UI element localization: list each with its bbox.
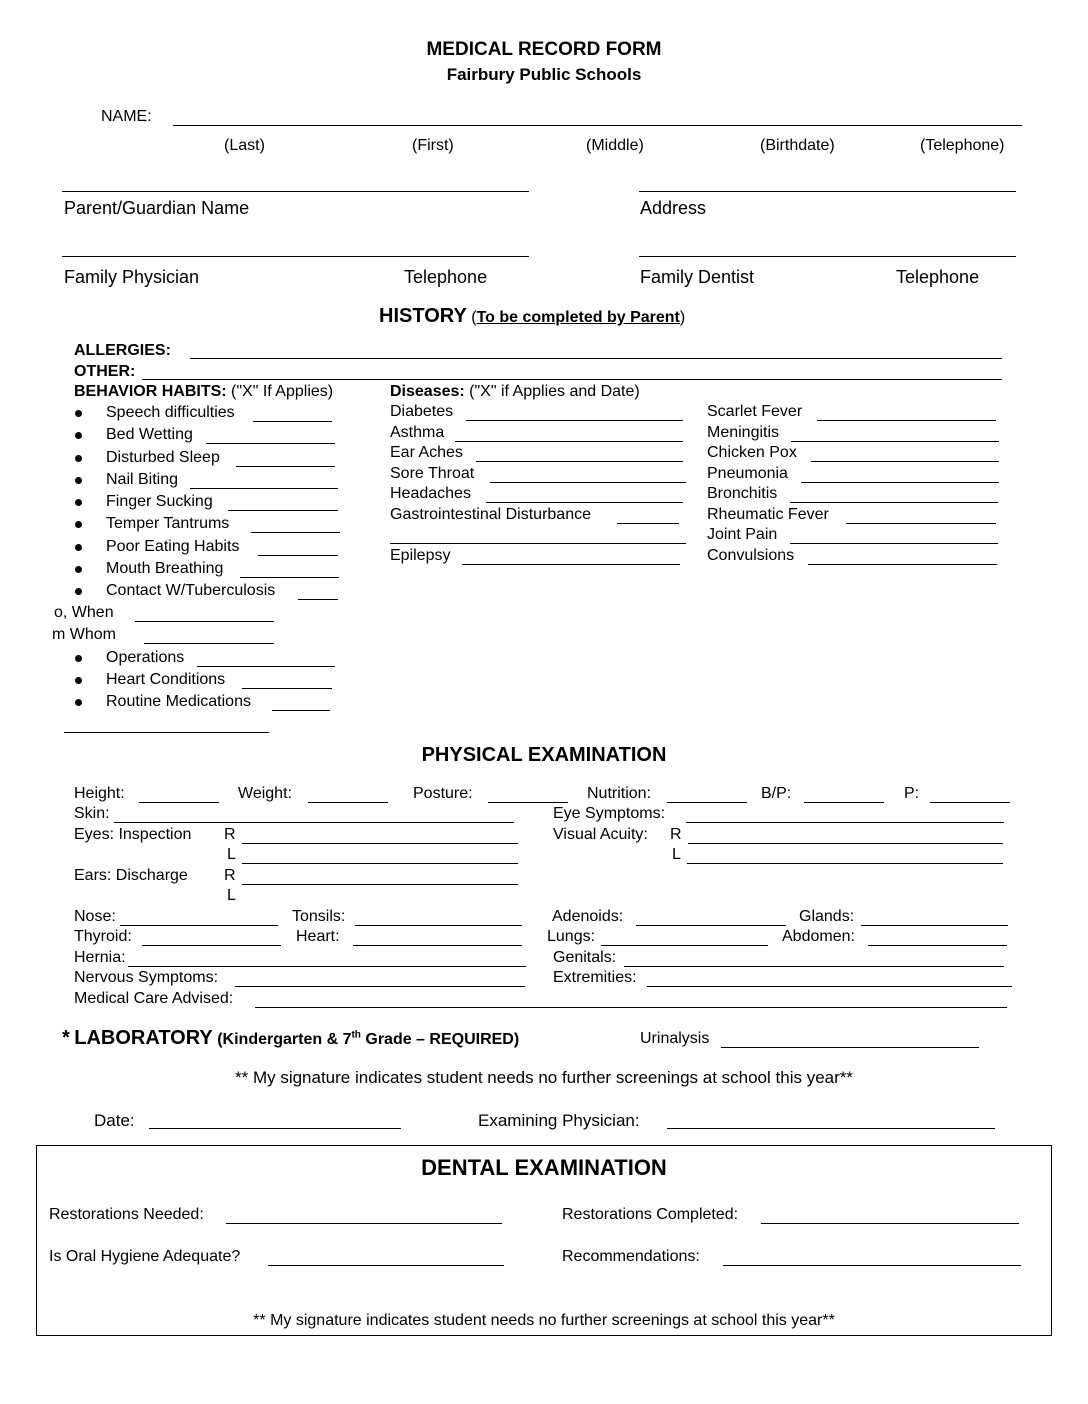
tb-whom-field[interactable]: [144, 643, 274, 644]
behavior-field-temper-tantrums[interactable]: [251, 532, 340, 533]
eyes-left-label: L: [227, 846, 236, 863]
ears-right-label: R: [224, 867, 236, 884]
pulse-label: P:: [904, 785, 920, 802]
laboratory-note: (Kindergarten & 7: [217, 1031, 352, 1048]
restorations-needed-label: Restorations Needed:: [49, 1206, 204, 1223]
bullet-icon: [75, 566, 82, 573]
nervous-symptoms-field[interactable]: [235, 986, 525, 987]
abdomen-label: Abdomen:: [782, 928, 855, 945]
visual-left-field[interactable]: [687, 863, 1003, 864]
tb-when-label: o, When: [54, 604, 114, 621]
dental-title: DENTAL EXAMINATION: [421, 1155, 667, 1180]
genitals-label: Genitals:: [553, 949, 617, 966]
eye-symptoms-field[interactable]: [686, 822, 1004, 823]
examining-physician-label: Examining Physician:: [478, 1111, 640, 1130]
disease-scarlet-fever: Scarlet Fever: [707, 403, 803, 420]
disease-diabetes: Diabetes: [390, 403, 454, 420]
laboratory-asterisk: *: [62, 1027, 70, 1049]
date-label: Date:: [94, 1111, 135, 1130]
tb-whom-label: m Whom: [52, 626, 116, 643]
behavior-item-bed-wetting: Bed Wetting: [106, 426, 193, 443]
date-field[interactable]: [149, 1128, 401, 1129]
heart-label: Heart:: [296, 928, 340, 945]
allergies-label: ALLERGIES:: [74, 342, 171, 359]
lungs-label: Lungs:: [547, 928, 596, 945]
family-dentist-field[interactable]: [639, 256, 1016, 257]
name-field[interactable]: [173, 125, 1022, 126]
disease-chicken-pox: Chicken Pox: [707, 444, 797, 461]
nose-field[interactable]: [120, 925, 278, 926]
bullet-icon: [75, 410, 82, 417]
physician-telephone-label: Telephone: [404, 267, 488, 287]
dental-signature-note: ** My signature indicates student needs no further screenings at school this year**: [253, 1312, 835, 1329]
other-label: OTHER:: [74, 363, 136, 380]
behavior-field-bed-wetting[interactable]: [206, 443, 335, 444]
disease-field-epilepsy[interactable]: [462, 564, 680, 565]
medical-care-field[interactable]: [255, 1007, 1007, 1008]
thyroid-field[interactable]: [142, 945, 281, 946]
behavior-item-routine-medications: Routine Medications: [106, 693, 251, 710]
eyes-right-field[interactable]: [242, 843, 518, 844]
bullet-icon: [75, 655, 82, 662]
other-field[interactable]: [142, 379, 1002, 380]
physical-exam-title: PHYSICAL EXAMINATION: [421, 744, 667, 766]
restorations-completed-label: Restorations Completed:: [562, 1206, 739, 1223]
bullet-icon: [75, 432, 82, 439]
behavior-field-mouth-breathing[interactable]: [240, 577, 339, 578]
ears-discharge-label: Ears: Discharge: [74, 867, 188, 884]
behavior-item-poor-eating: Poor Eating Habits: [106, 538, 240, 555]
eye-symptoms-label: Eye Symptoms:: [553, 805, 666, 822]
disease-bronchitis: Bronchitis: [707, 485, 778, 502]
visual-right-field[interactable]: [688, 843, 1003, 844]
behavior-item-tuberculosis: Contact W/Tuberculosis: [106, 582, 276, 599]
disease-field-joint-pain[interactable]: [790, 543, 998, 544]
name-telephone-label: (Telephone): [920, 137, 1005, 154]
disease-field-blank[interactable]: [390, 543, 686, 544]
tonsils-field[interactable]: [355, 925, 522, 926]
lungs-field[interactable]: [601, 945, 768, 946]
nervous-symptoms-label: Nervous Symptoms:: [74, 969, 219, 986]
disease-ear-aches: Ear Aches: [390, 444, 463, 461]
extremities-label: Extremities:: [553, 969, 637, 986]
behavior-field-operations[interactable]: [197, 666, 335, 667]
pulse-field[interactable]: [930, 802, 1010, 803]
hernia-label: Hernia:: [74, 949, 126, 966]
nutrition-field[interactable]: [667, 802, 747, 803]
behavior-heading-label: BEHAVIOR HABITS:: [74, 383, 227, 400]
diseases-heading-label: Diseases:: [390, 383, 465, 400]
thyroid-label: Thyroid:: [74, 928, 132, 945]
history-title: HISTORY: [379, 305, 467, 327]
disease-field-sore-throat[interactable]: [490, 482, 686, 483]
eyes-right-label: R: [224, 826, 236, 843]
behavior-item-operations: Operations: [106, 649, 185, 666]
laboratory-title: LABORATORY: [74, 1027, 213, 1049]
behavior-item-temper-tantrums: Temper Tantrums: [106, 515, 230, 532]
oral-hygiene-field[interactable]: [268, 1265, 504, 1266]
disease-meningitis: Meningitis: [707, 424, 780, 441]
height-field[interactable]: [139, 802, 219, 803]
behavior-field-tuberculosis[interactable]: [298, 599, 338, 600]
name-label: NAME:: [101, 108, 152, 125]
recommendations-field[interactable]: [723, 1265, 1021, 1266]
behavior-field-poor-eating[interactable]: [258, 555, 338, 556]
medications-extra-field[interactable]: [64, 732, 269, 733]
eyes-inspection-label: Eyes: Inspection: [74, 826, 192, 843]
ears-left-label: L: [227, 887, 236, 904]
adenoids-field[interactable]: [636, 925, 786, 926]
disease-gastrointestinal: Gastrointestinal Disturbance: [390, 506, 591, 523]
behavior-item-finger-sucking: Finger Sucking: [106, 493, 213, 510]
bullet-icon: [75, 455, 82, 462]
visual-right-label: R: [670, 826, 682, 843]
history-heading: HISTORY (To be completed by Parent): [379, 305, 686, 327]
form-subtitle: Fairbury Public Schools: [446, 65, 642, 84]
dentist-telephone-label: Telephone: [896, 267, 980, 287]
examining-physician-field[interactable]: [667, 1128, 995, 1129]
glands-label: Glands:: [799, 908, 855, 925]
disease-sore-throat: Sore Throat: [390, 465, 475, 482]
nose-label: Nose:: [74, 908, 116, 925]
disease-field-scarlet-fever[interactable]: [817, 420, 996, 421]
oral-hygiene-label: Is Oral Hygiene Adequate?: [49, 1248, 241, 1265]
tb-when-field[interactable]: [135, 621, 274, 622]
disease-field-bronchitis[interactable]: [790, 502, 998, 503]
behavior-item-speech: Speech difficulties: [106, 404, 235, 421]
laboratory-note-end: Grade – REQUIRED): [360, 1031, 520, 1048]
bullet-icon: [75, 544, 82, 551]
tonsils-label: Tonsils:: [292, 908, 346, 925]
bullet-icon: [75, 588, 82, 595]
abdomen-field[interactable]: [868, 945, 1007, 946]
behavior-field-routine-medications[interactable]: [272, 710, 330, 711]
extremities-field[interactable]: [647, 986, 1012, 987]
disease-joint-pain: Joint Pain: [707, 526, 778, 543]
disease-field-headaches[interactable]: [486, 502, 683, 503]
behavior-field-finger-sucking[interactable]: [228, 510, 338, 511]
skin-label: Skin:: [74, 805, 110, 822]
eyes-left-field[interactable]: [242, 863, 518, 864]
bullet-icon: [75, 699, 82, 706]
visual-left-label: L: [672, 846, 681, 863]
bullet-icon: [75, 477, 82, 484]
ears-right-field[interactable]: [242, 884, 518, 885]
disease-asthma: Asthma: [390, 424, 445, 441]
parent-guardian-label: Parent/Guardian Name: [64, 198, 250, 218]
name-last-label: (Last): [224, 137, 265, 154]
laboratory-heading: [62, 1028, 519, 1048]
bullet-icon: [75, 521, 82, 528]
urinalysis-field[interactable]: [721, 1047, 979, 1048]
disease-rheumatic-fever: Rheumatic Fever: [707, 506, 829, 523]
laboratory-note-sup: th: [351, 1029, 361, 1041]
behavior-item-disturbed-sleep: Disturbed Sleep: [106, 449, 220, 466]
signature-note: ** My signature indicates student needs no further screenings at school this year**: [234, 1068, 853, 1087]
genitals-field[interactable]: [624, 966, 1004, 967]
family-dentist-label: Family Dentist: [640, 267, 755, 287]
nutrition-label: Nutrition:: [587, 785, 652, 802]
behavior-item-mouth-breathing: Mouth Breathing: [106, 560, 224, 577]
form-title: MEDICAL RECORD FORM: [426, 39, 662, 60]
address-field[interactable]: [639, 191, 1016, 192]
name-middle-label: (Middle): [586, 137, 644, 154]
posture-field[interactable]: [488, 802, 568, 803]
allergies-field[interactable]: [190, 358, 1002, 359]
disease-epilepsy: Epilepsy: [390, 547, 451, 564]
diseases-heading: [390, 384, 640, 400]
adenoids-label: Adenoids:: [552, 908, 624, 925]
history-note: To be completed by Parent: [476, 309, 680, 326]
behavior-field-heart-conditions[interactable]: [242, 688, 332, 689]
posture-label: Posture:: [413, 785, 473, 802]
diseases-heading-note: ("X" if Applies and Date): [469, 383, 640, 400]
disease-field-asthma[interactable]: [455, 441, 683, 442]
name-first-label: (First): [412, 137, 454, 154]
behavior-heading-note: ("X" If Applies): [231, 383, 334, 400]
disease-field-diabetes[interactable]: [466, 420, 683, 421]
recommendations-label: Recommendations:: [562, 1248, 700, 1265]
family-physician-label: Family Physician: [64, 267, 200, 287]
disease-convulsions: Convulsions: [707, 547, 795, 564]
behavior-field-disturbed-sleep[interactable]: [236, 466, 335, 467]
medical-care-label: Medical Care Advised:: [74, 990, 234, 1007]
family-physician-field[interactable]: [62, 256, 529, 257]
disease-headaches: Headaches: [390, 485, 471, 502]
behavior-item-heart-conditions: Heart Conditions: [106, 671, 226, 688]
parent-guardian-field[interactable]: [62, 191, 529, 192]
visual-acuity-label: Visual Acuity:: [553, 826, 648, 843]
behavior-field-nail-biting[interactable]: [190, 488, 338, 489]
behavior-item-nail-biting: Nail Biting: [106, 471, 179, 488]
restorations-needed-field[interactable]: [226, 1223, 502, 1224]
skin-field[interactable]: [114, 822, 514, 823]
disease-field-chicken-pox[interactable]: [811, 461, 999, 462]
heart-field[interactable]: [353, 945, 522, 946]
bullet-icon: [75, 677, 82, 684]
restorations-completed-field[interactable]: [761, 1223, 1019, 1224]
bp-field[interactable]: [804, 802, 884, 803]
height-label: Height:: [74, 785, 125, 802]
disease-field-convulsions[interactable]: [808, 564, 997, 565]
bullet-icon: [75, 499, 82, 506]
disease-field-rheumatic-fever[interactable]: [846, 523, 996, 524]
glands-field[interactable]: [861, 925, 1008, 926]
disease-field-gastrointestinal[interactable]: [617, 523, 679, 524]
behavior-heading: [74, 384, 333, 400]
name-birthdate-label: (Birthdate): [760, 137, 835, 154]
weight-field[interactable]: [308, 802, 388, 803]
address-label: Address: [640, 198, 707, 218]
bp-label: B/P:: [761, 785, 792, 802]
urinalysis-label: Urinalysis: [640, 1030, 710, 1047]
disease-field-meningitis[interactable]: [791, 441, 999, 442]
disease-field-ear-aches[interactable]: [476, 461, 683, 462]
disease-field-pneumonia[interactable]: [801, 482, 999, 483]
behavior-field-speech[interactable]: [253, 421, 332, 422]
hernia-field[interactable]: [128, 966, 526, 967]
disease-pneumonia: Pneumonia: [707, 465, 788, 482]
weight-label: Weight:: [238, 785, 292, 802]
